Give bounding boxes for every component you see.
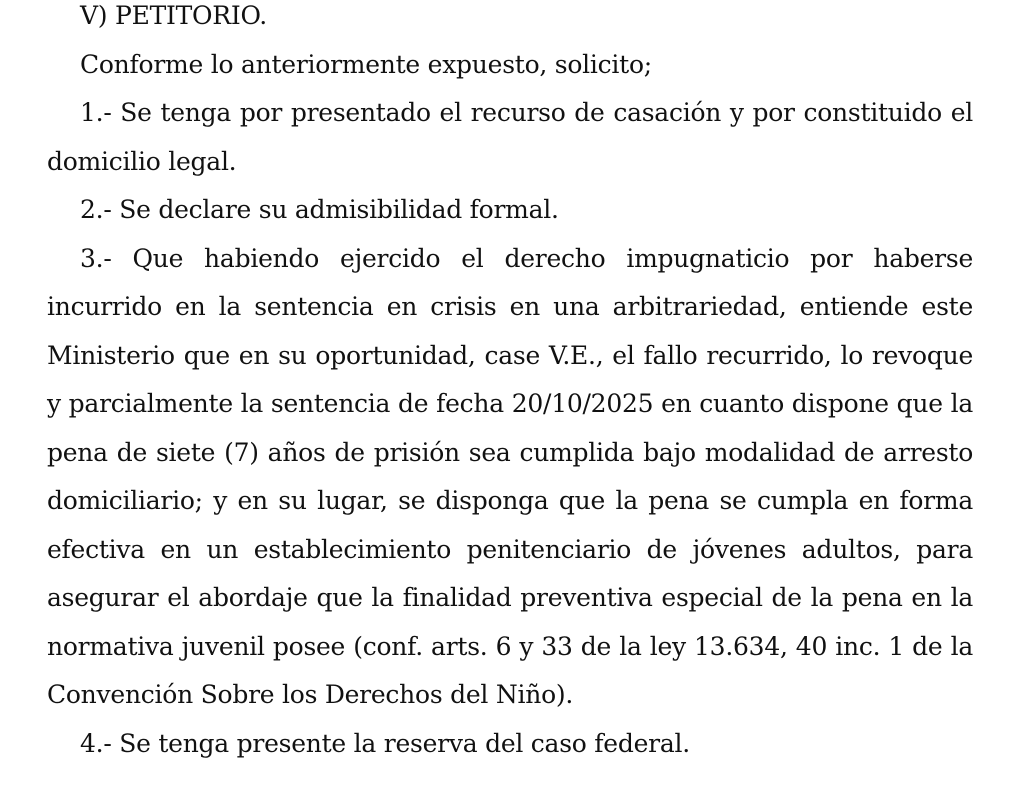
intro-paragraph: Conforme lo anteriormente expuesto, solicito; (80, 49, 652, 79)
document-page (47, 0, 973, 768)
petition-item-3: 3.- Que habiendo ejercido el derecho impugnaticio por haberse incurrido en la sentencia en crisis en una arbitrariedad, entiende este Ministerio que en su oportunidad, case V.E., el fallo recurrido, lo revoque y parcialmente la sentencia de fecha 20/10/2025 en cuanto dispone que la pena de siete (7) años de prisión sea cumplida bajo modalidad de arresto domiciliario; y en su lugar, se disponga que la pena se cumpla en forma efectiva en un establecimiento penitenciario de jóvenes adultos, para asegurar el abordaje que la finalidad preventiva especial de la pena en la normativa juvenil posee (conf. arts. 6 y 33 de la ley 13.634, 40 inc. 1 de la Convención Sobre los Derechos del Niño). (47, 243, 973, 709)
section-heading: V) PETITORIO. (80, 1, 267, 30)
petition-item-2: 2.- Se declare su admisibilidad formal. (80, 195, 559, 224)
petition-item-1: 1.- Se tenga por presentado el recurso de casación y por constituido el domicilio legal. (47, 98, 973, 176)
petition-item-4: 4.- Se tenga presente la reserva del caso federal. (80, 728, 690, 758)
